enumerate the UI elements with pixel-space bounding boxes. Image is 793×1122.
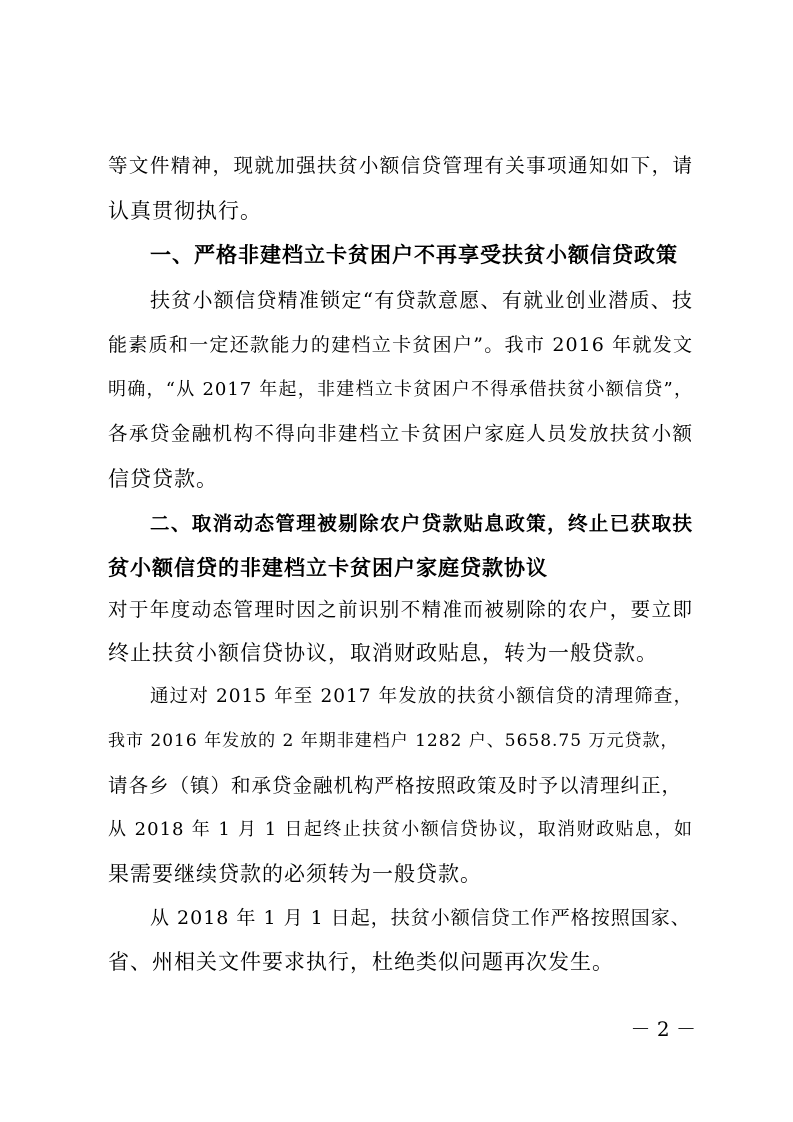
body-text-line: 对于年度动态管理时因之前识别不精准而被剔除的农户，要立即 xyxy=(108,598,693,621)
body-text-line: 明确，“从 2017 年起，非建档立卡贫困户不得承借扶贫小额信贷”， xyxy=(108,379,693,400)
body-text-line: 终止扶贫小额信贷协议，取消财政贴息，转为一般贷款。 xyxy=(108,641,658,665)
body-text-line: 从 2018 年 1 月 1 日起终止扶贫小额信贷协议，取消财政贴息，如 xyxy=(108,819,693,840)
body-text-line: 认真贯彻执行。 xyxy=(108,199,262,223)
body-text-line: 等文件精神，现就加强扶贫小额信贷管理有关事项通知如下，请 xyxy=(108,154,693,177)
section-heading-2: 二、取消动态管理被剔除农户贷款贴息政策，终止已获取扶 xyxy=(150,512,693,535)
body-text-line: 各承贷金融机构不得向非建档立卡贫困户家庭人员发放扶贫小额 xyxy=(108,422,693,445)
body-text-line: 省、州相关文件要求执行，杜绝类似问题再次发生。 xyxy=(108,950,614,974)
body-text-line: 请各乡（镇）和承贷金融机构严格按照政策及时予以清理纠正， xyxy=(108,774,683,797)
body-text-line: 果需要继续贷款的必须转为一般贷款。 xyxy=(108,862,482,886)
body-text-line: 扶贫小额信贷精准锁定“有贷款意愿、有就业创业潜质、技 xyxy=(150,288,693,312)
section-heading-1: 一、严格非建档立卡贫困户不再享受扶贫小额信贷政策 xyxy=(150,243,678,267)
body-text-line: 信贷贷款。 xyxy=(108,467,218,491)
body-text-line: 能素质和一定还款能力的建档立卡贫困户”。我市 2016 年就发文 xyxy=(108,334,693,356)
body-text-line: 通过对 2015 年至 2017 年发放的扶贫小额信贷的清理筛查， xyxy=(150,686,693,707)
page-number: － 2 － xyxy=(630,1017,696,1041)
body-text-line: 我市 2016 年发放的 2 年期非建档户 1282 户、5658.75 万元贷款， xyxy=(108,731,679,751)
body-text-line: 从 2018 年 1 月 1 日起，扶贫小额信贷工作严格按照国家、 xyxy=(150,907,691,929)
section-heading-2-continued: 贫小额信贷的非建档立卡贫困户家庭贷款协议 xyxy=(108,556,548,580)
